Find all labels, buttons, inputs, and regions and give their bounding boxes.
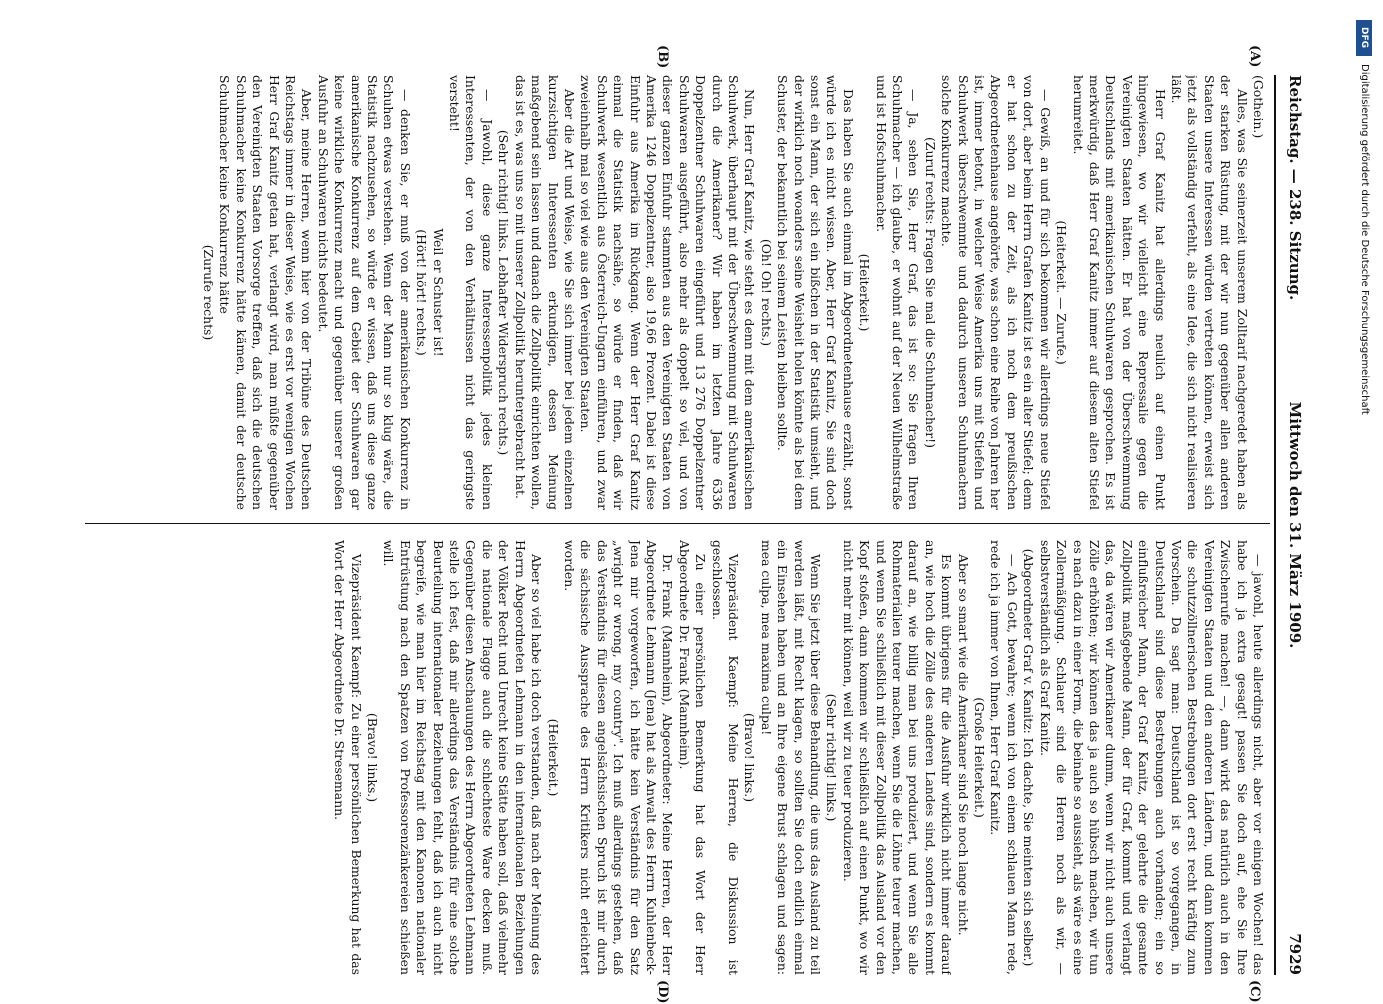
left-paragraph: Alles, was Sie seinerzeit unserem Zolltarif nachgeredet haben als der starken Rüstung, mit der wir nun gegenüber allen anderen Staaten unsere Interessen würden vertreten können, erweist sich jetzt als vollständig verfehlt, als eine Idee, die sich nicht realisieren läßt. bbox=[1168, 75, 1250, 510]
right-paragraph: Zu einer persönlichen Bemerkung hat das Wort der Herr Abgeordnete Dr. Frank (Mannheim). bbox=[676, 540, 709, 975]
column-divider bbox=[85, 523, 1270, 524]
right-paragraph: Wenn Sie jetzt über diese Behandlung, die uns das Ausland zu teil werden läßt, mit Recht klagen, so sollten Sie doch endlich einmal ein Einsehen haben und an Ihre eigene Brust schlagen und sagen: mea culpa, mea maxima culpa! bbox=[758, 540, 824, 975]
left-paragraph: (Heiterkeit.) bbox=[857, 253, 873, 332]
left-paragraph: (Zuruf rechts: Fragen Sie mal die Schuhmacher!) bbox=[922, 137, 938, 448]
left-paragraph: (Hört! hört! rechts.) bbox=[414, 229, 430, 356]
right-paragraph: (Heiterkeit.) bbox=[545, 718, 561, 797]
margin-mark-d: (D) bbox=[655, 980, 670, 1004]
header-session: Reichstag. — 238. Sitzung. bbox=[1286, 75, 1304, 301]
right-paragraph: (Bravo! links.) bbox=[742, 712, 758, 803]
left-paragraph: Das haben Sie auch einmal im Abgeordnetenhause erzählt, sonst würde ich es nicht wissen. Aber, Herr Graf Kanitz, Sie sind doch sonst ein Mann, der sich ein bißchen in der Statistik umsieht, und der wirklich noch woanders seine Weisheit holen könnte als bei dem Schuster, der bekanntlich bei seinem Leisten bleiben sollte. bbox=[775, 75, 856, 510]
right-paragraph: Aber so viel habe ich doch verstanden, daß nach der Meinung des Herrn Abgeordneten Lehmann in den internationalen Beziehungen der Völker Recht und Unrecht keine Stätte haben soll, daß vielmehr die nationale Flagge auch die schlechteste Ware decken muß. Gegenüber diesen Anschauungen des Herrn Abgeordneten Lehmann stelle ich fest, daß mir allerdings das Verständnis für eine solche Beurteilung internationaler Beziehungen fehlt, daß ich auch nicht begreife, wie man hier im Reichstag mit den Kanonen nationaler Entrüstung nach den Spatzen von Professorenzänkereien schießen will. bbox=[381, 540, 545, 975]
right-paragraph: Dr. Frank (Mannheim), Abgeordneter: Meine Herren, der Herr Abgeordnete Lehmann (Jena) hat als Anwalt des Herrn Kuhlenbeck-Jena mir vorgeworfen, ich hätte kein Verständnis für den Satz „wright or wrong, my country". Ich muß allerdings gestehen, daß das Verständnis für diesen angelsächsischen Spruch ist mir durch die sächsische Aussprache des Herrn Kritikers nicht erleichtert worden. bbox=[561, 540, 676, 975]
left-paragraph: Aber die Art und Weise, wie Sie sich immer bei jedem einzelnen kurzsichtigen Interessenten erkundigen, dessen Meinung maßgebend sein lassen und danach die Zollpolitik einrichten wollen, das ist es, was uns so mit unserer Zollpolitik heruntergebracht hat. bbox=[512, 75, 577, 510]
header-rule bbox=[1274, 75, 1276, 975]
left-paragraph: — Gewiß, an und für sich bekommen wir allerdings neue Stiefel von dort, aber beim Herrn Grafen Kanitz ist es ein alter Stiefel; denn er hat schon zu der Zeit, als ich noch dem preußischen Abgeordnetenhause angehörte, was schon eine Reihe von Jahren her ist, immer betont, in welcher Weise Amerika uns mit Stiefeln und Schuhwerk überschwemmte und dadurch unseren Schuhmachern solche Konkurrenz machte. bbox=[939, 75, 1053, 510]
left-paragraph: Herr Graf Kanitz hat allerdings neulich auf einen Punkt hingewiesen, wo wir vielleicht eine Repressalie gegen die Vereinigten Staaten hätten. Er hat von der Überschwemmung Deutschlands mit amerikanischen Schuhwaren gesprochen. Es ist merkwürdig, daß Herr Graf Kanitz immer auf diesem alten Stiefel herumreitet. bbox=[1070, 75, 1168, 510]
speaker-tag: (Gothein.) bbox=[1251, 75, 1266, 139]
right-column bbox=[86, 540, 1266, 975]
right-paragraph: (Sehr richtig! links.) bbox=[824, 693, 840, 822]
right-paragraph: Aber so smart wie die Amerikaner sind Sie noch lange nicht. bbox=[955, 554, 971, 936]
rotated-page bbox=[70, 45, 1310, 1004]
right-paragraph: — Ach Gott, bewahre; wenn ich von einem schlauen Mann rede, rede ich ja immer von Ihnen, Herr Graf Kanitz. bbox=[988, 540, 1020, 975]
right-paragraphs bbox=[331, 540, 1266, 975]
left-paragraph: Weil er Schuster ist! bbox=[430, 228, 446, 357]
right-paragraph: Es kommt übrigens für die Ausfuhr wirklich nicht immer darauf an, wie hoch die Zölle des anderen Landes sind, sondern es kommt darauf an, wie billig man bei uns produziert, und wenn Sie alle Rohmaterialien teurer machen, wenn Sie die Löhne teurer machen, und wenn Sie schließlich mit dieser Zollpolitik das Ausland vor den Kopf stoßen, dann kommen wir schließlich auf einen Punkt, wo wir nicht mehr mit können, weil wir zu teuer produzieren. bbox=[840, 540, 955, 975]
right-paragraph: (Große Heiterkeit.) bbox=[972, 697, 988, 818]
page-number: 7929 bbox=[1286, 933, 1304, 975]
left-paragraph: — Jawohl, diese ganze Interessenpolitik jedes kleinen Interessenten, der von den Verhältnissen nicht das geringste versteht! bbox=[447, 75, 495, 510]
funding-text: Digitalisierung gefördert durch die Deutsche Forschungsgemeinschaft bbox=[1359, 64, 1370, 415]
left-paragraph: (Zurufe rechts) bbox=[201, 244, 216, 341]
left-paragraph: — denken Sie, er muß von der amerikanischen Konkurrenz in Schuhen etwas verstehen. Wenn der Mann nur so klug wäre, die Statistik nachzusehen, so würde er wissen, daß uns diese ganze amerikanische Konkurrenz auf dem Gebiet der Schuhwaren gar keine wirkliche Konkurrenz macht und gegenüber unserer großen Ausfuhr an Schuhwaren nichts bedeutet. bbox=[315, 75, 413, 510]
left-paragraph: (Heiterkeit. — Zurufe.) bbox=[1054, 220, 1070, 365]
left-paragraph: Nun, Herr Graf Kanitz, wie steht es denn mit dem amerikanischen Schuhwerk, überhaupt mit der Überschwemmung mit Schuhwaren durch die Amerikaner? Wir haben im letzten Jahre 6336 Doppelzentner Schuhwaren eingeführt und 13 276 Doppelzentner Schuhwaren ausgeführt, also mehr als doppelt so viel, und von dieser ganzen Einfuhr stammten aus den Vereinigten Staaten von Amerika 1246 Doppelzentner, also 19,66 Prozent. Dabei ist diese Einfuhr aus Amerika im Rückgang. Wenn der Herr Graf Kanitz einmal die Statistik nachsähe, so würde er finden, daß wir Schuhwerk wesentlich aus Österreich-Ungarn einführen, und zwar zweieinhalb mal so viel wie aus den Vereinigten Staaten. bbox=[578, 75, 758, 510]
header-date: Mittwoch den 31. März 1909. bbox=[1286, 401, 1304, 649]
margin-mark-b: (B) bbox=[655, 45, 670, 69]
dfg-logo: DFG bbox=[1356, 20, 1372, 56]
margin-mark-c: (C) bbox=[1247, 980, 1262, 1003]
right-paragraph: (Bravo! links.) bbox=[365, 712, 381, 803]
right-paragraph: — jawohl, heute allerdings nicht, aber vor einigen Wochen! das habe ich ja extra gesagt! passen Sie doch auf, ehe Sie Ihre Zwischenrufe machen! —, dann wirkt das natürlich auch in den Vereinigten Staaten und den anderen Ländern, und dann kommen die schutzzöllnerischen Bestrebungen dort erst recht kräftig zum Vorschein. Da sagt man: Deutschland ist so vorgegangen, in Deutschland sind diese Bestrebungen auch vorhanden; ein so einflußreicher Mann, der Graf Kanitz, der gelehrte die gesamte Zollpolitik maßgebende Mann, der für Graf, kommt und verlangt das, da wären wir Amerikaner dumm, wenn wir nicht auch unsere Zölle erhöhten; wir können das ja auch so hübsch machen, wir tun es nach dazu in einer Form, die beinahe so aussieht, als wäre es eine Zollermäßigung. Schlauer sind die Herren noch als wir, — selbstverständlich als Graf Kanitz. bbox=[1037, 540, 1266, 975]
right-paragraph: (Abgeordneter Graf v. Kanitz: Ich dachte, Sie meinten sich selber.) bbox=[1021, 548, 1037, 967]
left-paragraph: — Ja, sehen Sie, Herr Graf, das ist so: Sie fragen Ihren Schuhmacher — ich glaube, er wohnt auf der Neuen Wilhelmstraße und ist Hofschuhmacher. bbox=[873, 75, 922, 510]
right-paragraph: Vizepräsident Kaempf: Meine Herren, die Diskussion ist geschlossen. bbox=[709, 540, 741, 975]
left-paragraph: (Sehr richtig! links. Lebhafter Widerspruch rechts.) bbox=[496, 129, 512, 456]
page-header bbox=[1272, 75, 1310, 975]
left-paragraphs bbox=[200, 75, 1250, 510]
funding-note bbox=[1356, 20, 1376, 980]
left-column bbox=[86, 75, 1266, 510]
left-paragraph: Aber, meine Herren, wenn hier von der Tribüne des Deutschen Reichstags immer in dieser Weise, wie es erst vor wenigen Wochen Herr Graf Kanitz getan hat, verlangt wird, man müßte gegenüber den Vereinigten Staaten Vorsorge treffen, daß sich die deutschen Schuhmacher keine Konkurrenz hätte kämen, damit der deutsche Schuhmacher keine Konkurrenz hätte bbox=[217, 75, 315, 510]
left-paragraph: (Oh! Oh! rechts.) bbox=[758, 238, 774, 347]
margin-mark-a: (A) bbox=[1247, 45, 1262, 68]
right-paragraph: Vizepräsident Kaempf: Zu einer persönlichen Bemerkung hat das Wort der Herr Abgeordnete Dr. Stresemann. bbox=[332, 540, 364, 975]
